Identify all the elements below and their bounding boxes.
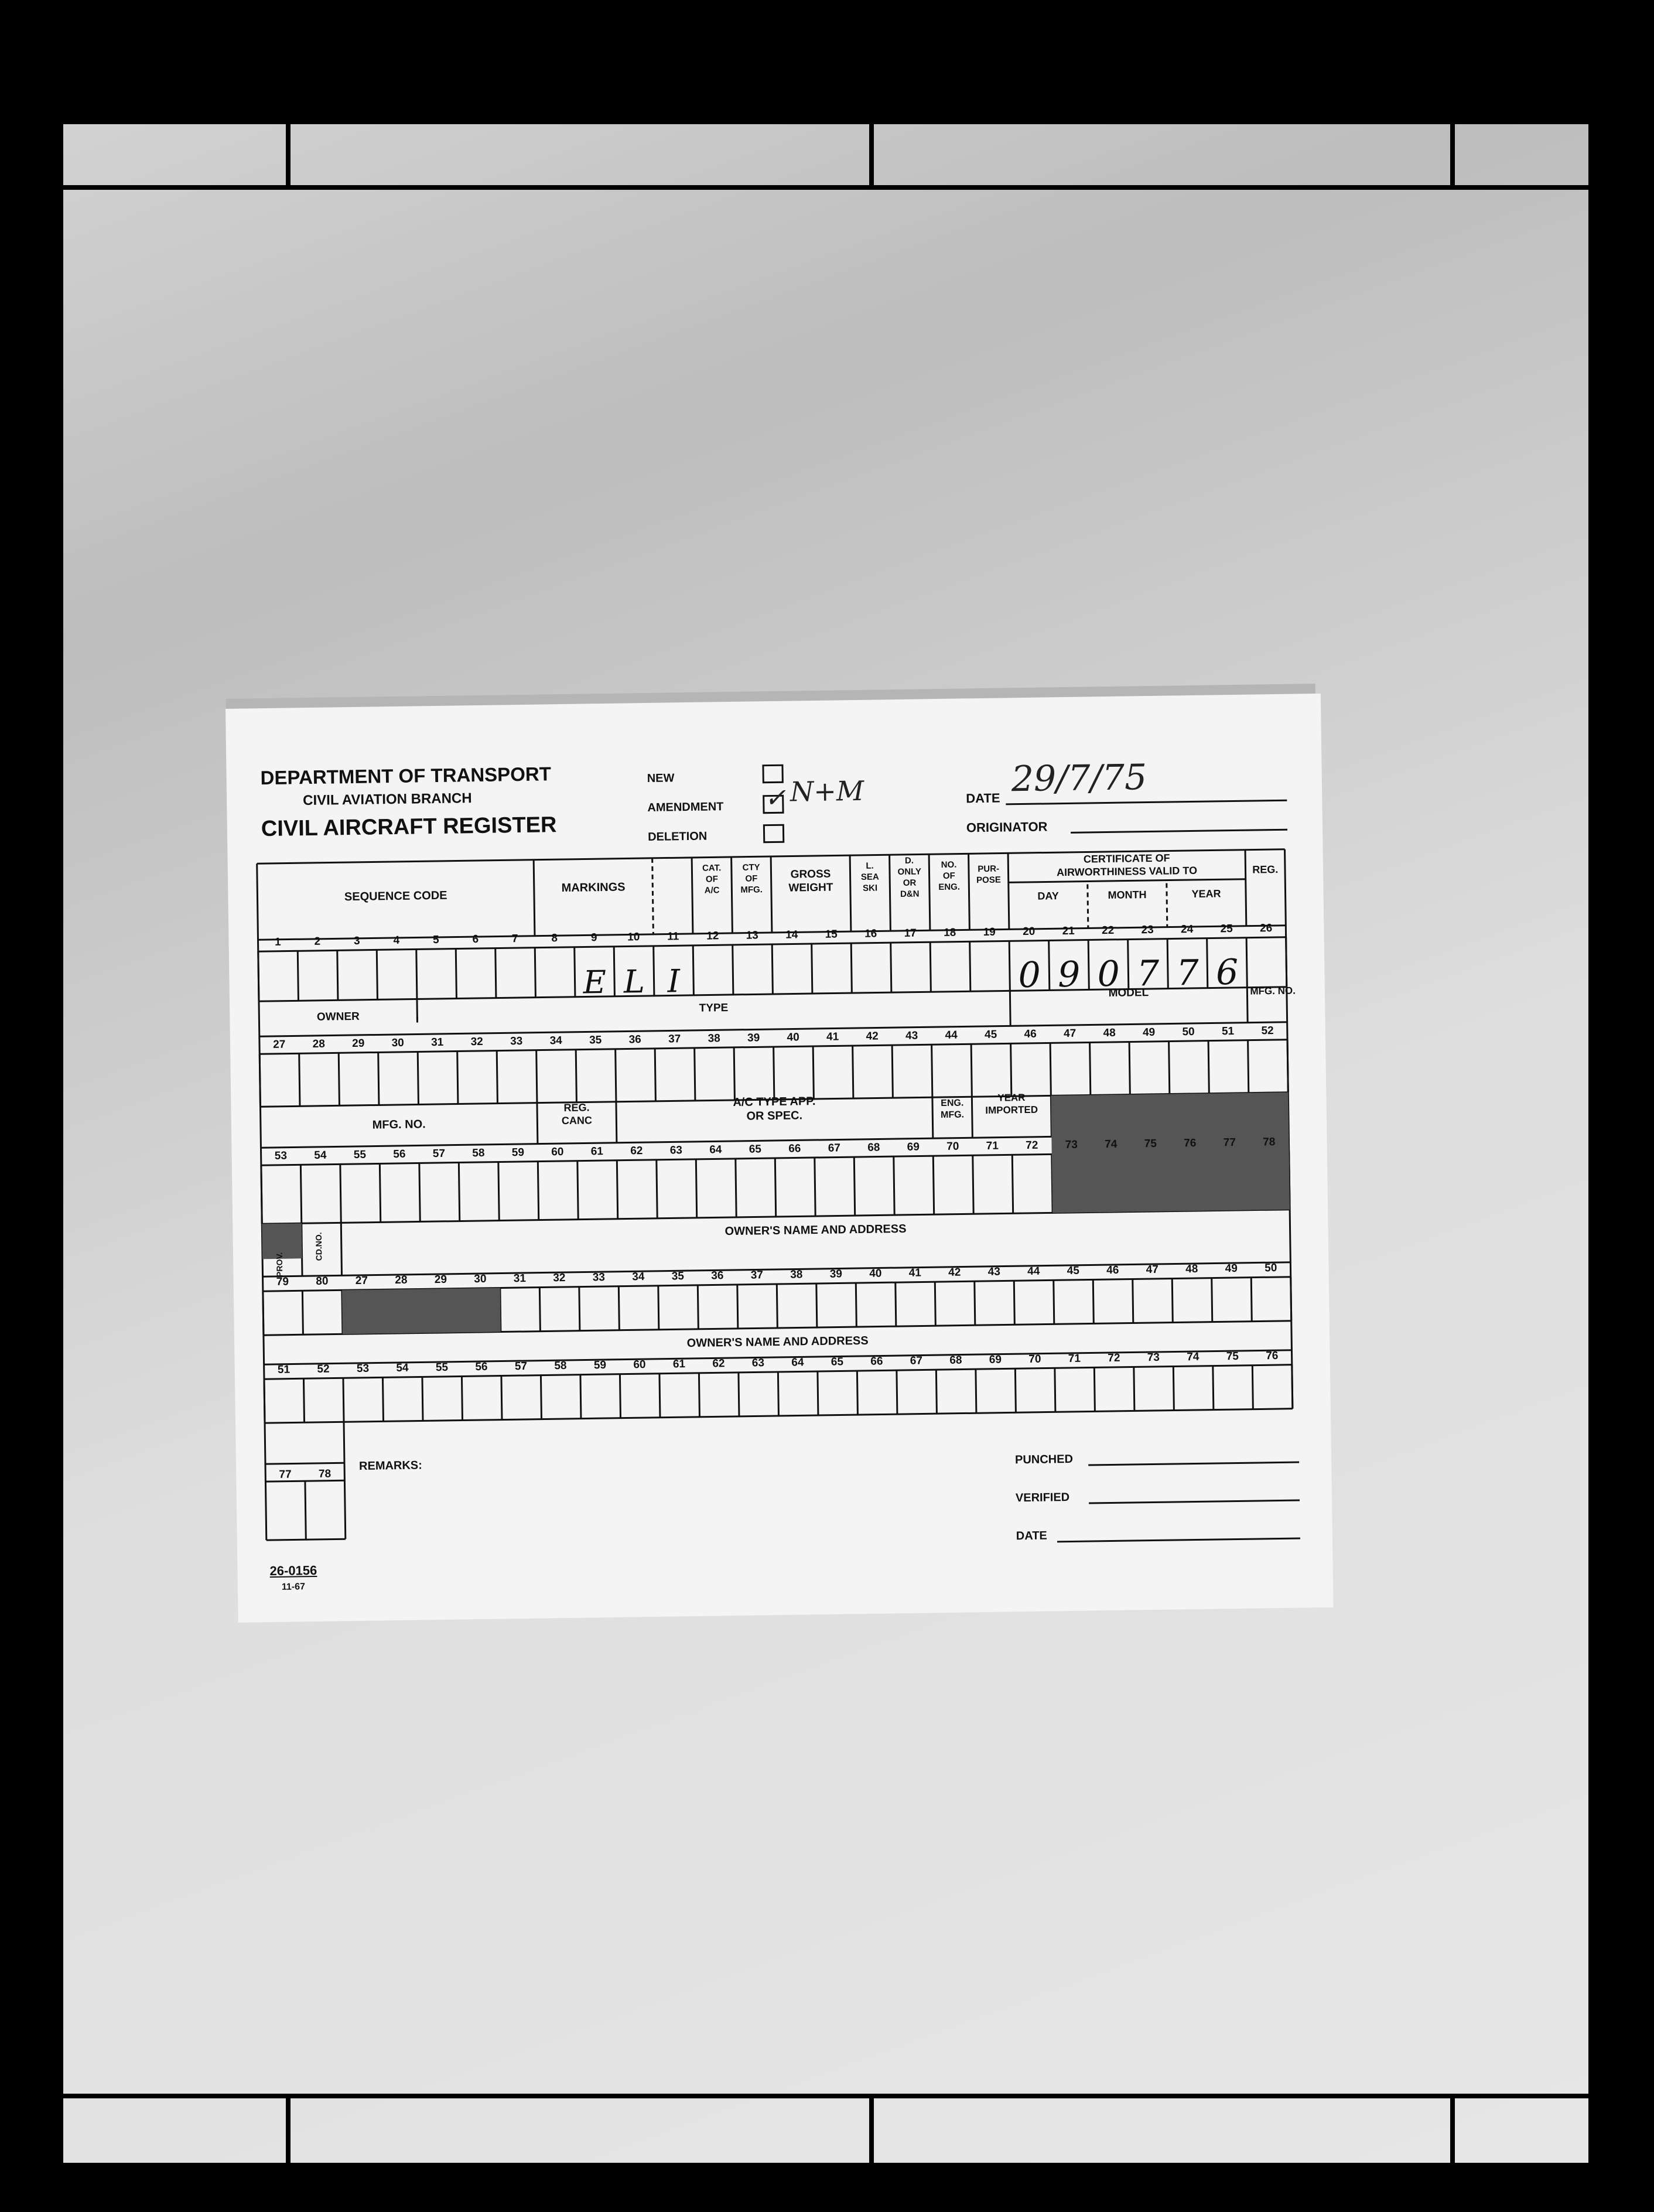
mfg-no-header: MFG. NO.: [372, 1118, 426, 1132]
register-grid: [225, 694, 1334, 1623]
column-number: 58: [472, 1146, 485, 1160]
cell-divider: [422, 1377, 423, 1421]
cell-divider: [382, 1377, 383, 1421]
grid-line: [1247, 988, 1248, 1023]
column-number: 80: [316, 1275, 329, 1288]
column-number: 51: [277, 1363, 291, 1376]
column-number: 32: [553, 1271, 566, 1285]
footer-date-label: DATE: [1016, 1529, 1047, 1543]
certificate-header: AIRWORTHINESS VALID TO: [1056, 864, 1198, 879]
cell-divider: [579, 1287, 580, 1331]
column-number: 72: [1108, 1351, 1120, 1365]
column-number: 19: [983, 926, 996, 938]
column-number: 41: [826, 1030, 839, 1043]
day-header: DAY: [1037, 890, 1059, 902]
column-number: 33: [510, 1035, 523, 1048]
column-number: 2: [314, 935, 321, 948]
header-divider: [1245, 850, 1246, 926]
column-number: 41: [908, 1267, 922, 1279]
column-number: 70: [946, 1140, 959, 1153]
column-number: 46: [1106, 1264, 1119, 1277]
column-number: 51: [1221, 1025, 1235, 1038]
column-number: 48: [1103, 1026, 1116, 1040]
column-number: 60: [633, 1358, 646, 1371]
column-number: 58: [554, 1359, 567, 1373]
cell-divider: [1213, 1366, 1214, 1410]
cat-of-ac-header: CAT.: [702, 863, 722, 873]
column-number: 7: [511, 933, 518, 945]
column-number: 62: [712, 1357, 725, 1370]
grid-line: [1290, 1210, 1291, 1321]
cell-divider: [1167, 939, 1168, 989]
certificate-handwritten: 6: [1215, 951, 1239, 994]
column-number: 34: [632, 1271, 645, 1283]
column-number: 53: [274, 1149, 288, 1162]
column-number: 68: [949, 1354, 962, 1367]
gross-weight-header: WEIGHT: [788, 881, 833, 895]
column-number: 22: [1101, 924, 1115, 937]
column-number: 71: [986, 1139, 999, 1152]
frame-divider: [869, 2096, 874, 2163]
column-number: 59: [511, 1146, 525, 1159]
deletion-label: DELETION: [647, 830, 708, 844]
column-number: 56: [475, 1360, 488, 1374]
cell-divider: [772, 944, 773, 994]
column-number: 3: [353, 934, 360, 947]
column-number: 57: [432, 1147, 446, 1160]
column-number: 67: [910, 1354, 923, 1367]
column-number: 65: [749, 1143, 762, 1156]
column-number: 63: [751, 1357, 765, 1370]
amendment-note: N+M: [790, 774, 864, 808]
column-number: 42: [866, 1030, 879, 1043]
column-number: 14: [785, 929, 798, 941]
header-divider: [929, 854, 930, 930]
column-number: 28: [312, 1037, 325, 1050]
column-number: 29: [434, 1273, 447, 1286]
cell-divider: [971, 1044, 972, 1097]
reg-canc-header: CANC: [561, 1114, 593, 1127]
amendment-checkmark: ✓: [764, 783, 787, 814]
certificate-handwritten: 0: [1018, 954, 1041, 996]
column-number: 39: [747, 1032, 760, 1044]
column-number: 59: [593, 1359, 607, 1372]
column-number: 47: [1146, 1263, 1159, 1276]
cell-divider: [933, 1156, 934, 1214]
year-imported-header: YEAR: [997, 1092, 1026, 1104]
form-date: 11-67: [281, 1582, 306, 1592]
department-title: DEPARTMENT OF TRANSPORT: [260, 763, 552, 789]
column-number: 6: [472, 933, 479, 946]
form-number: 26-0156: [269, 1562, 317, 1579]
cell-divider: [892, 1045, 893, 1098]
cell-divider: [1172, 1279, 1173, 1323]
l-sea-ski-header: SKI: [863, 883, 878, 893]
column-number: 10: [627, 931, 640, 944]
column-number: 60: [551, 1146, 564, 1159]
column-number: 73: [1065, 1138, 1078, 1152]
column-number: 11: [667, 930, 679, 943]
column-number: 17: [904, 927, 917, 940]
column-number: 13: [746, 929, 758, 942]
grid-line: [1287, 987, 1289, 1093]
column-number: 25: [1220, 923, 1233, 936]
sequence-code-header: SEQUENCE CODE: [344, 889, 447, 904]
new-label: NEW: [647, 772, 675, 785]
column-number: 45: [984, 1028, 997, 1041]
cell-divider: [854, 1157, 855, 1216]
column-number: 27: [355, 1274, 368, 1287]
column-number: 61: [590, 1145, 604, 1158]
markings-handwritten: I: [667, 962, 681, 1000]
column-number: 30: [391, 1036, 404, 1050]
cell-divider: [936, 1370, 937, 1414]
column-number: 75: [1226, 1350, 1239, 1363]
cell-divider: [1248, 1040, 1249, 1093]
column-number: 70: [1028, 1353, 1041, 1366]
register-card: [225, 694, 1334, 1623]
frame-divider: [1450, 124, 1455, 189]
column-number: 52: [1261, 1025, 1274, 1037]
cell-divider: [1173, 1367, 1174, 1411]
column-number: 5: [432, 933, 439, 947]
column-number: 38: [790, 1268, 803, 1281]
header-divider: [890, 855, 891, 931]
column-number: 55: [353, 1148, 367, 1162]
column-number: 37: [668, 1033, 681, 1046]
purpose-header: PUR-: [978, 863, 1000, 875]
grid-line: [265, 1463, 344, 1464]
date-value: 29/7/75: [1011, 757, 1147, 800]
column-number: 43: [987, 1265, 1001, 1278]
column-number: 34: [549, 1035, 562, 1047]
column-number: 77: [1223, 1136, 1236, 1149]
column-number: 35: [671, 1270, 685, 1283]
header-divider: [732, 857, 733, 933]
purpose-header: POSE: [976, 875, 1001, 886]
cell-divider: [1246, 938, 1247, 988]
grid-line: [932, 1097, 933, 1138]
grid-line: [616, 1102, 617, 1143]
amendment-label: AMENDMENT: [647, 800, 724, 814]
month-header: MONTH: [1108, 889, 1147, 901]
column-number: 74: [1187, 1350, 1200, 1364]
cell-divider: [658, 1286, 659, 1330]
eng-mfg-header: MFG.: [940, 1110, 965, 1121]
column-number: 69: [907, 1141, 920, 1153]
eng-mfg-header: ENG.: [941, 1098, 964, 1109]
cty-of-mfg-header: OF: [745, 873, 758, 884]
cell-divider: [618, 1286, 619, 1330]
column-number: 12: [706, 930, 719, 943]
cell-divider: [1252, 1366, 1253, 1409]
reg-header: REG.: [1252, 863, 1279, 876]
d-only-header: OR: [903, 878, 917, 888]
owner-header: OWNER: [316, 1010, 360, 1023]
frame-divider: [869, 124, 874, 189]
cell-divider: [659, 1374, 660, 1418]
column-number: 29: [352, 1037, 365, 1050]
markings-handwritten: L: [623, 963, 645, 1001]
column-number: 67: [828, 1142, 841, 1155]
header-divider: [652, 858, 654, 934]
cell-divider: [1129, 1042, 1130, 1095]
column-number: 71: [1068, 1352, 1081, 1366]
frame-divider: [286, 2096, 291, 2163]
column-number: 30: [474, 1272, 487, 1286]
cell-divider: [851, 943, 852, 993]
certificate-handwritten: 7: [1176, 952, 1200, 994]
column-number: 26: [1259, 922, 1273, 935]
header-divider: [534, 860, 535, 936]
grid-line: [266, 1539, 346, 1540]
column-number: 72: [1026, 1139, 1038, 1152]
owners-name-address-header: OWNER'S NAME AND ADDRESS: [686, 1334, 869, 1350]
d-only-header: D.: [904, 855, 914, 866]
originator-label: ORIGINATOR: [966, 819, 1048, 835]
column-number: 54: [396, 1361, 409, 1375]
prov-label: PROV.: [274, 1252, 285, 1278]
cell-divider: [1208, 1041, 1209, 1094]
column-number: 40: [787, 1031, 799, 1044]
year-header: YEAR: [1191, 887, 1221, 900]
cell-divider: [1169, 1042, 1170, 1094]
cell-divider: [416, 949, 417, 999]
column-number: 16: [864, 927, 877, 940]
column-number: 78: [318, 1467, 332, 1480]
grid-line: [305, 1481, 306, 1539]
cell-divider: [337, 950, 338, 1000]
header-divider: [969, 854, 970, 930]
owners-name-address-header: OWNER'S NAME AND ADDRESS: [725, 1222, 907, 1238]
column-number: 45: [1067, 1264, 1080, 1278]
grid-line: [537, 1103, 538, 1144]
no-of-eng-header: ENG.: [938, 882, 961, 893]
no-of-eng-header: OF: [942, 871, 955, 881]
column-number: 73: [1147, 1351, 1160, 1364]
column-number: 18: [943, 926, 956, 939]
column-number: 50: [1265, 1262, 1277, 1275]
grid-line: [1291, 1321, 1293, 1409]
column-number: 42: [948, 1266, 961, 1279]
markings-handwritten: E: [583, 963, 607, 1001]
column-number: 68: [867, 1141, 880, 1154]
ac-type-header: A/C TYPE APP.: [733, 1094, 816, 1109]
year-imported-header: IMPORTED: [985, 1104, 1038, 1116]
certificate-handwritten: 7: [1136, 953, 1160, 995]
column-number: 36: [628, 1033, 641, 1046]
column-number: 24: [1180, 923, 1194, 936]
column-number: 28: [395, 1274, 408, 1287]
column-number: 64: [709, 1143, 722, 1156]
column-number: 27: [273, 1038, 286, 1051]
punched-label: PUNCHED: [1014, 1452, 1074, 1467]
column-number: 9: [590, 931, 597, 944]
cell-divider: [299, 1053, 300, 1106]
cell-divider: [1009, 941, 1010, 991]
column-number: 63: [669, 1144, 683, 1157]
header-divider: [850, 855, 851, 931]
cell-divider: [1012, 1155, 1013, 1213]
frame-top-bar: [63, 185, 1588, 190]
column-number: 1: [274, 936, 281, 948]
column-number: 48: [1185, 1262, 1198, 1276]
cell-divider: [737, 1285, 738, 1329]
grid-line: [260, 1107, 262, 1224]
column-number: 47: [1063, 1027, 1077, 1040]
frame-bottom-bar: [63, 2094, 1588, 2098]
column-number: 36: [711, 1269, 724, 1282]
certificate-handwritten: 0: [1097, 953, 1120, 995]
frame-divider: [1450, 2096, 1455, 2163]
cat-of-ac-header: A/C: [704, 885, 720, 896]
column-number: 32: [470, 1035, 483, 1049]
column-number: 50: [1182, 1025, 1195, 1039]
cell-divider: [539, 1288, 540, 1332]
cell-divider: [1090, 1042, 1091, 1095]
cell-divider: [813, 1046, 814, 1099]
cell-divider: [1207, 938, 1208, 988]
column-number: 62: [630, 1145, 643, 1158]
cell-divider: [1088, 940, 1089, 989]
column-number: 15: [825, 928, 838, 941]
column-number: 39: [829, 1268, 843, 1281]
column-number: 74: [1105, 1138, 1118, 1151]
column-number: 78: [1263, 1136, 1276, 1149]
column-number: 56: [393, 1148, 406, 1161]
l-sea-ski-header: L.: [866, 861, 874, 871]
cell-divider: [930, 942, 931, 992]
column-number: 61: [672, 1358, 686, 1371]
column-number: 43: [905, 1029, 918, 1042]
cell-divider: [340, 1164, 341, 1223]
header-divider: [771, 856, 772, 933]
column-number: 40: [869, 1267, 882, 1280]
column-number: 77: [279, 1468, 292, 1481]
column-number: 44: [1027, 1265, 1040, 1278]
cell-divider: [300, 1165, 301, 1223]
column-number: 69: [989, 1353, 1002, 1366]
certificate-handwritten: 9: [1057, 954, 1081, 996]
grid-line: [259, 1001, 261, 1107]
cell-divider: [457, 1052, 458, 1104]
cty-of-mfg-header: MFG.: [740, 885, 763, 895]
cell-divider: [1015, 1368, 1016, 1412]
column-number: 52: [317, 1363, 330, 1375]
cell-divider: [1049, 940, 1050, 990]
column-number: 23: [1141, 923, 1154, 937]
shaded-cell: [1051, 1093, 1290, 1213]
column-number: 33: [592, 1271, 606, 1284]
column-number: 35: [589, 1034, 602, 1047]
cell-divider: [343, 1378, 344, 1422]
cell-divider: [501, 1376, 502, 1420]
column-number: 76: [1266, 1350, 1279, 1363]
column-number: 54: [314, 1149, 327, 1162]
cell-divider: [536, 1050, 537, 1103]
column-number: 46: [1024, 1028, 1037, 1041]
cat-of-ac-header: OF: [705, 874, 718, 885]
cell-divider: [1128, 940, 1129, 989]
column-number: 21: [1062, 924, 1075, 938]
certificate-header: CERTIFICATE OF: [1083, 852, 1170, 865]
column-number: 20: [1022, 925, 1036, 938]
column-number: 79: [276, 1275, 289, 1288]
column-number: 55: [435, 1361, 449, 1374]
column-number: 49: [1225, 1262, 1238, 1275]
cell-divider: [303, 1378, 304, 1422]
cell-divider: [258, 951, 259, 1001]
ac-type-header: OR SPEC.: [746, 1109, 803, 1123]
reg-canc-header: REG.: [563, 1101, 590, 1114]
l-sea-ski-header: SEA: [860, 872, 879, 882]
column-number: 53: [356, 1362, 370, 1375]
gross-weight-header: GROSS: [790, 868, 831, 881]
cd-no-label: CD.NO.: [313, 1232, 324, 1261]
register-title: CIVIL AIRCRAFT REGISTER: [261, 813, 557, 842]
column-number: 37: [750, 1269, 764, 1282]
cell-divider: [1286, 937, 1287, 987]
header-divider: [1008, 853, 1009, 929]
d-only-header: D&N: [900, 889, 920, 899]
grid-line: [264, 1335, 265, 1423]
model-header: MODEL: [1108, 986, 1149, 999]
cell-divider: [580, 1375, 581, 1419]
cell-divider: [419, 1163, 420, 1221]
cell-divider: [1094, 1367, 1095, 1411]
header-divider: [692, 858, 693, 934]
cell-divider: [498, 1162, 499, 1221]
column-number: 57: [514, 1360, 528, 1373]
cell-divider: [1050, 1043, 1051, 1095]
column-number: 31: [513, 1272, 527, 1285]
verified-label: VERIFIED: [1015, 1491, 1070, 1505]
frame-divider: [286, 124, 291, 189]
cell-divider: [302, 1291, 303, 1334]
column-number: 44: [945, 1029, 958, 1042]
column-number: 66: [788, 1142, 801, 1155]
cell-divider: [495, 948, 496, 998]
column-number: 31: [431, 1036, 444, 1049]
cell-divider: [816, 1283, 817, 1327]
date-label: DATE: [966, 790, 1000, 806]
column-number: 75: [1144, 1137, 1157, 1151]
cell-divider: [378, 1052, 379, 1105]
column-number: 76: [1184, 1136, 1197, 1150]
shaded-cell: [342, 1288, 501, 1334]
column-number: 65: [831, 1356, 844, 1368]
column-number: 49: [1142, 1026, 1156, 1039]
remarks-label: REMARKS:: [358, 1459, 422, 1473]
column-number: 38: [708, 1032, 720, 1045]
cell-divider: [1251, 1278, 1252, 1322]
cell-divider: [577, 1161, 578, 1220]
no-of-eng-header: NO.: [941, 859, 957, 870]
column-number: 8: [551, 932, 558, 945]
column-number: 66: [870, 1355, 883, 1368]
markings-header: MARKINGS: [561, 880, 626, 895]
mfg-no-header: MFG. NO.: [1250, 985, 1296, 997]
type-header: TYPE: [699, 1002, 729, 1015]
column-number: 4: [393, 934, 400, 947]
column-number: 64: [791, 1356, 804, 1369]
branch-title: CIVIL AVIATION BRANCH: [303, 790, 472, 809]
cty-of-mfg-header: CTY: [742, 862, 760, 873]
grid-line: [1009, 879, 1246, 883]
d-only-header: ONLY: [897, 866, 922, 878]
